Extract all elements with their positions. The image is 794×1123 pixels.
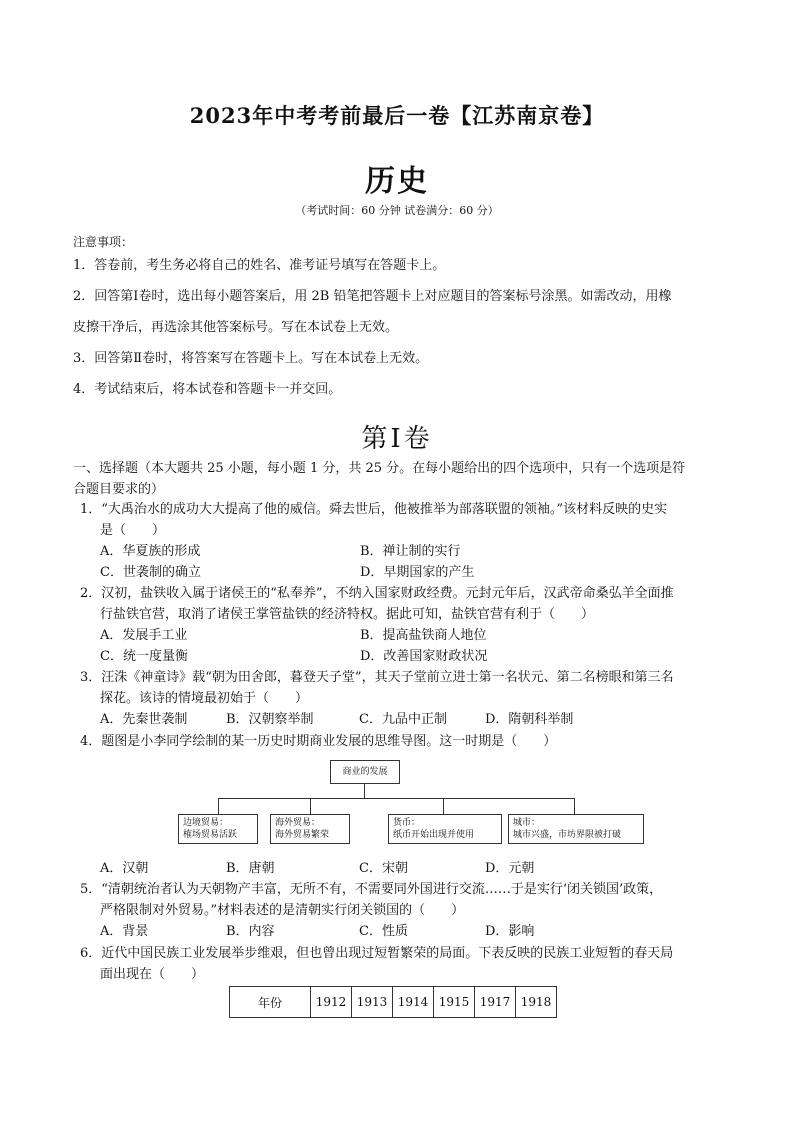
question-stem: 5．“清朝统治者认为天朝物产丰富，无所不有，不需要同外国进行交流……于是实行‘闭关锁国’政策， [80, 882, 663, 897]
branch-label: 海外贸易： [275, 818, 321, 828]
question-stem: 行盐铁官营，取消了诸侯王掌管盐铁的经济特权。据此可知，盐铁官营有利于（ ） [100, 607, 595, 622]
option-b[interactable]: B．禅让制的实行 [360, 544, 461, 559]
question-4 [80, 731, 730, 752]
option-b[interactable]: B．内容 [226, 924, 275, 939]
table-cell: 1913 [352, 987, 393, 1018]
note-item: 3．回答第Ⅱ卷时，将答案写在答题卡上。写在本试卷上无效。 [73, 351, 429, 366]
branch-label: 城市： [513, 818, 541, 828]
option-a[interactable]: A．先秦世袭制 [100, 712, 188, 727]
option-d[interactable]: D．改善国家财政状况 [360, 649, 488, 664]
question-stem: 严格限制对外贸易。”材料表述的是清朝实行闭关锁国的（ ） [100, 903, 465, 918]
options-row [80, 625, 730, 646]
option-c[interactable]: C．统一度量衡 [100, 649, 188, 664]
note-item: 皮擦干净后，再选涂其他答案标号。写在本试卷上无效。 [73, 320, 399, 335]
option-d[interactable]: D．影响 [485, 924, 535, 939]
option-c[interactable]: C．世袭制的确立 [100, 565, 201, 580]
exam-info: （考试时间：60 分钟 试卷满分：60 分） [295, 204, 499, 217]
question-4-options [80, 858, 730, 879]
table-cell: 1917 [475, 987, 516, 1018]
options-row [80, 541, 730, 562]
note-item: 1．答卷前，考生务必将自己的姓名、准考证号填写在答题卡上。 [73, 258, 446, 273]
option-a[interactable]: A．汉朝 [100, 861, 149, 876]
connector-line [364, 784, 365, 798]
options-row [80, 709, 730, 730]
option-a[interactable]: A．华夏族的形成 [100, 544, 201, 559]
note-item: 2．回答第Ⅰ卷时，选出每小题答案后，用 2B 铅笔把答题卡上对应题目的答案标号涂黑。如需改动，用橡 [73, 289, 672, 304]
table-cell: 1915 [434, 987, 475, 1018]
table-cell: 1912 [311, 987, 352, 1018]
question-5 [80, 879, 730, 942]
section-title: 第Ⅰ卷 [361, 424, 433, 454]
question-3 [80, 667, 730, 730]
mind-map-branch [508, 814, 644, 844]
branch-detail: 城市兴盛，市坊界限被打破 [513, 830, 622, 840]
option-d[interactable]: D．早期国家的产生 [360, 565, 475, 580]
option-b[interactable]: B．唐朝 [226, 861, 275, 876]
branch-detail: 榷场贸易活跃 [183, 830, 238, 840]
part-heading-line: 一、选择题（本大题共 25 小题，每小题 1 分，共 25 分。在每小题给出的四个选项中，只有一个选项是符 [73, 461, 686, 476]
question-1 [80, 499, 730, 583]
branch-label: 货币： [393, 818, 421, 828]
branch-detail: 海外贸易繁荣 [275, 830, 330, 840]
option-b[interactable]: B．提高盐铁商人地位 [360, 628, 487, 643]
table-cell: 1914 [393, 987, 434, 1018]
part-heading [73, 458, 733, 500]
connector-line [218, 798, 219, 814]
option-c[interactable]: C．性质 [359, 924, 408, 939]
mind-map-branch [388, 814, 502, 844]
question-stem: 3．汪洙《神童诗》载“朝为田舍郎，暮登天子堂”，其天子堂前立进士第一名状元、第二名榜眼和第三名 [80, 670, 674, 685]
options-row [80, 921, 730, 942]
table-row [230, 987, 557, 1018]
option-d[interactable]: D．隋朝科举制 [485, 712, 574, 727]
connector-line [310, 798, 311, 814]
option-b[interactable]: B．汉朝察举制 [226, 712, 314, 727]
branch-detail: 纸币开始出现并使用 [393, 830, 475, 840]
note-item: 4．考试结束后，将本试卷和答题卡一并交回。 [73, 382, 342, 397]
mind-map-branch [270, 814, 350, 844]
option-c[interactable]: C．九品中正制 [359, 712, 447, 727]
question-6 [80, 943, 730, 985]
year-table [229, 986, 557, 1018]
connector-line [443, 798, 444, 814]
subject-title: 历史 [365, 164, 429, 199]
mind-map-branch [178, 814, 258, 844]
question-stem: 面出现在（ ） [100, 967, 205, 982]
part-heading-line: 合题目要求的） [73, 482, 165, 497]
notes-heading: 注意事项： [73, 235, 134, 249]
branch-label: 边境贸易： [183, 818, 229, 828]
table-cell: 1918 [516, 987, 557, 1018]
option-c[interactable]: C．宋朝 [359, 861, 408, 876]
options-row [80, 858, 730, 879]
table-header-cell: 年份 [230, 987, 311, 1018]
mind-map-root: 商业的发展 [330, 760, 400, 784]
mind-map [170, 760, 622, 855]
options-row [80, 562, 730, 583]
question-stem: 是（ ） [100, 523, 166, 538]
notes-section [73, 233, 723, 405]
option-a[interactable]: A．背景 [100, 924, 149, 939]
question-stem: 1．“大禹治水的成功大大提高了他的威信。舜去世后，他被推举为部落联盟的领袖。”该材料反映的史实 [80, 502, 668, 517]
question-2 [80, 583, 730, 667]
question-stem: 6．近代中国民族工业发展举步维艰，但也曾出现过短暂繁荣的局面。下表反映的民族工业短暂的春天局 [80, 946, 674, 961]
connector-line [574, 798, 575, 814]
option-d[interactable]: D．元朝 [485, 861, 535, 876]
exam-title: 2023年中考考前最后一卷【江苏南京卷】 [189, 103, 605, 128]
options-row [80, 646, 730, 667]
question-stem: 4．题图是小李同学绘制的某一历史时期商业发展的思维导图。这一时期是（ ） [80, 734, 557, 749]
connector-line [218, 798, 575, 799]
question-stem: 2．汉初，盐铁收入属于诸侯王的“私奉养”，不纳入国家财政经费。元封元年后，汉武帝命桑弘羊全面推 [80, 586, 674, 601]
question-stem: 探花。该诗的情境最初始于（ ） [100, 691, 309, 706]
option-a[interactable]: A．发展手工业 [100, 628, 188, 643]
